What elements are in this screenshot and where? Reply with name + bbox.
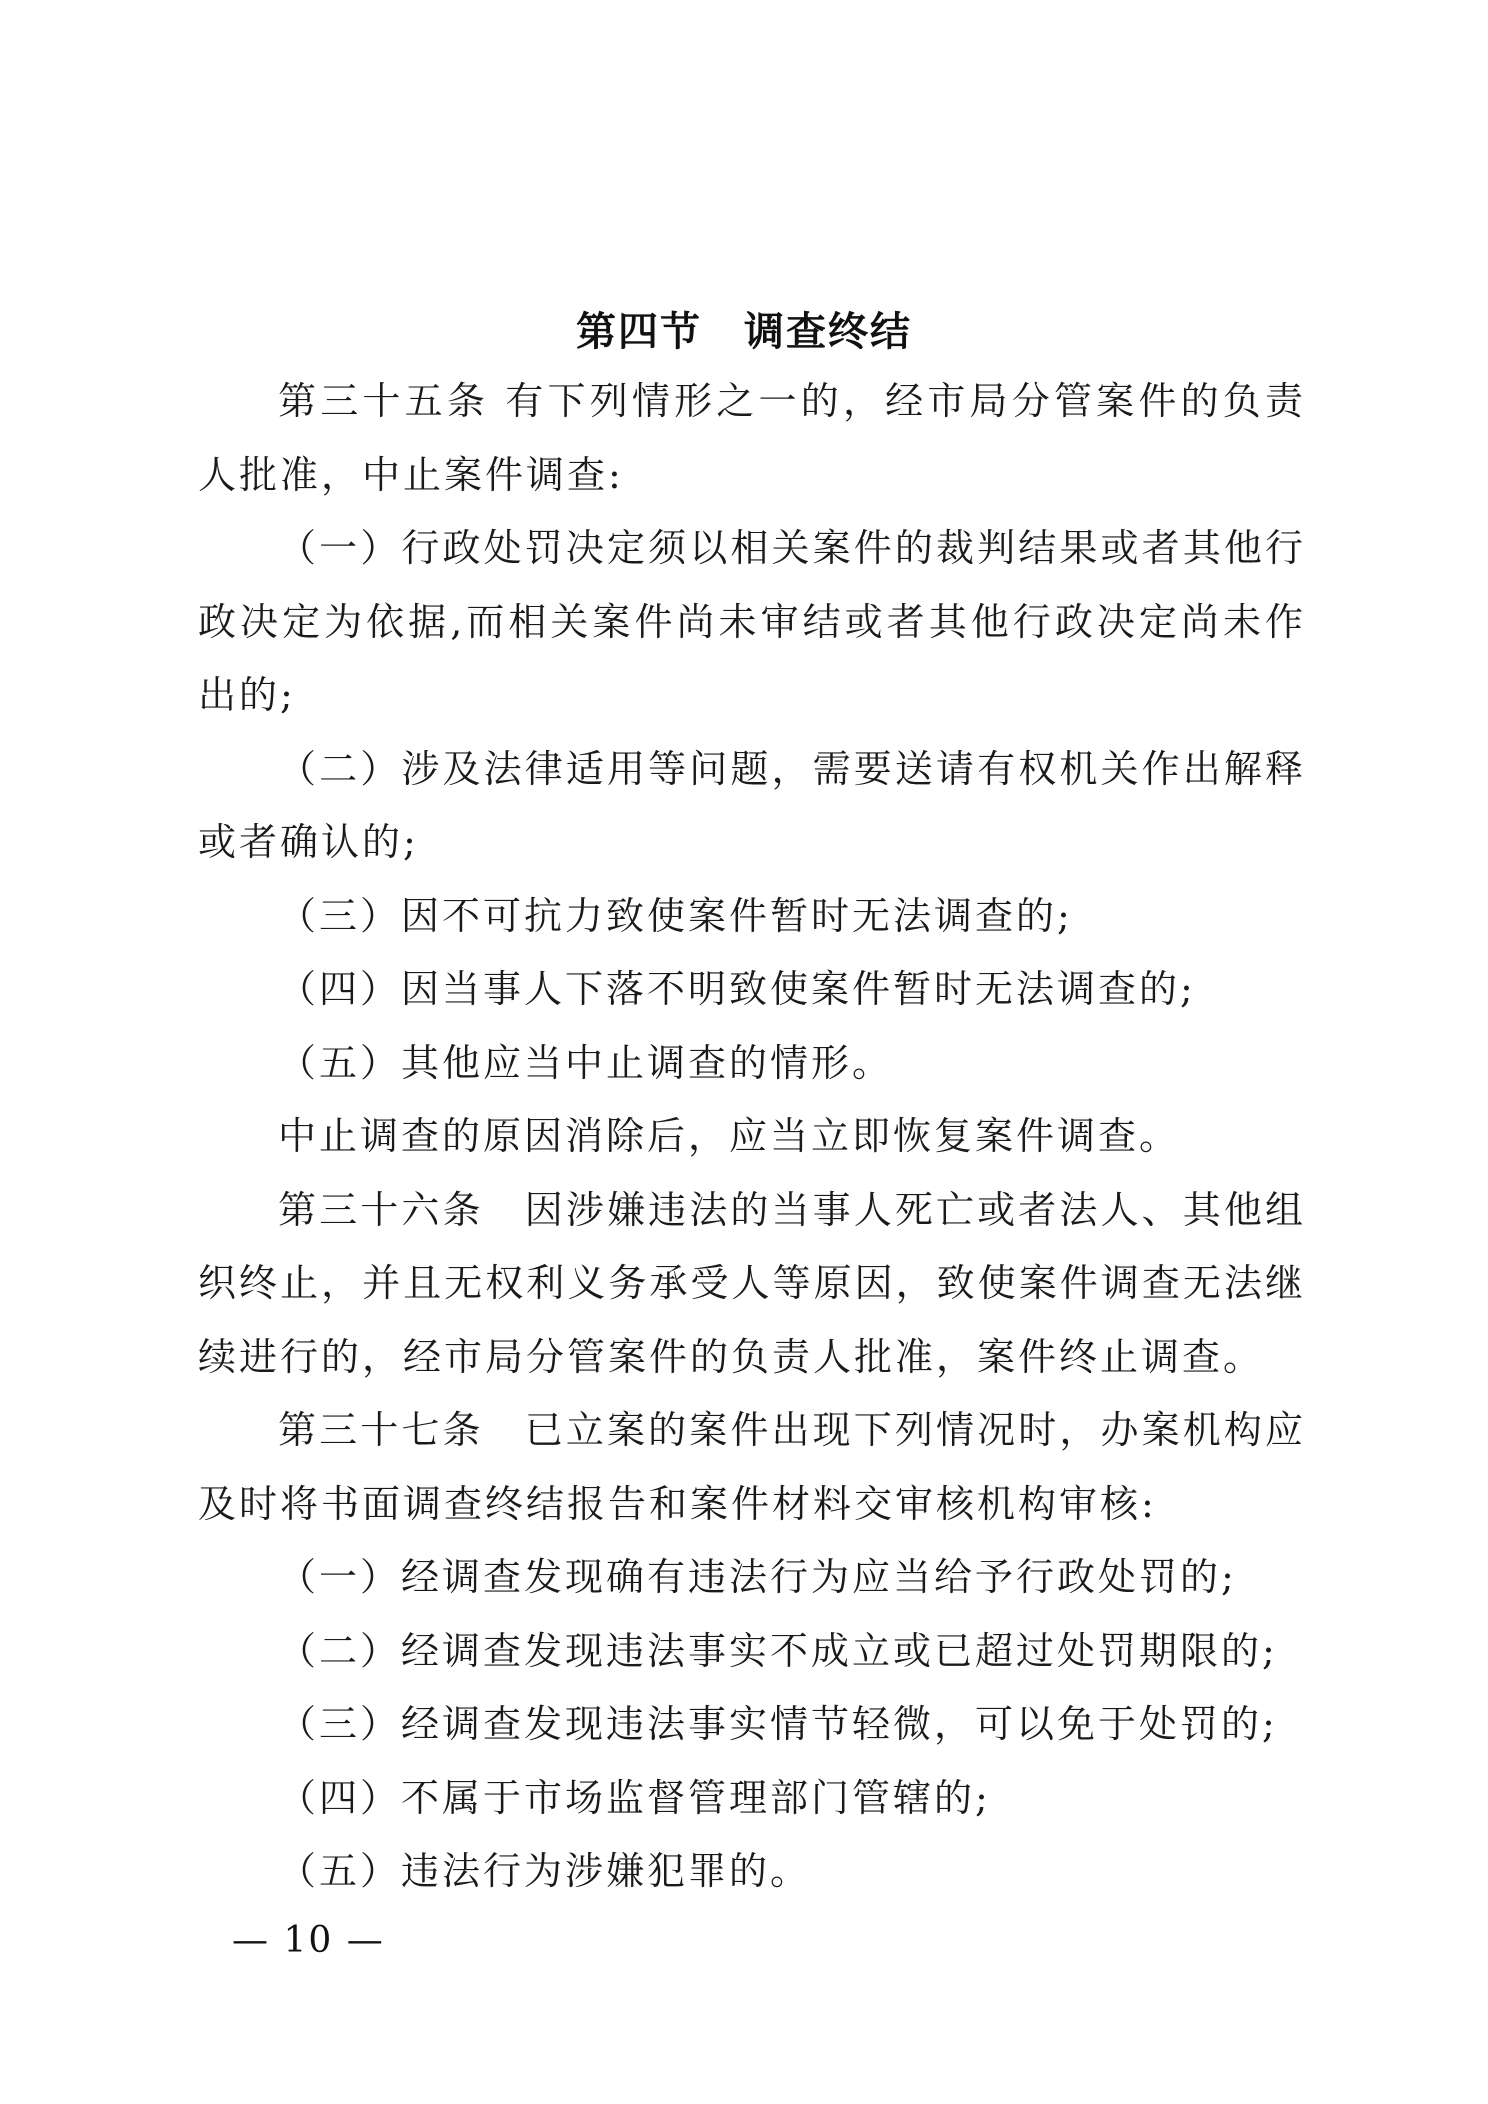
list-item: （五）其他应当中止调查的情形。 bbox=[278, 1040, 894, 1085]
list-item: （二）经调查发现违法事实不成立或已超过处罚期限的; bbox=[278, 1628, 1278, 1673]
list-item: （四）不属于市场监督管理部门管辖的; bbox=[278, 1775, 991, 1820]
list-item: （三）经调查发现违法事实情节轻微，可以免于处罚的; bbox=[278, 1702, 1278, 1746]
list-item: （二）涉及法律适用等问题，需要送请有权机关作出解释或者确认的; bbox=[198, 746, 1306, 864]
section-title: 第四节 调查终结 bbox=[576, 309, 912, 355]
body-text bbox=[198, 365, 1306, 1909]
article-37-paragraph: 第三十七条 已立案的案件出现下列情况时，办案机构应及时将书面调查终结报告和案件材料交审核机构审核: bbox=[198, 1408, 1306, 1526]
resume-investigation-paragraph: 中止调查的原因消除后，应当立即恢复案件调查。 bbox=[278, 1114, 1181, 1158]
list-item: （三）因不可抗力致使案件暂时无法调查的; bbox=[278, 893, 1073, 938]
page-number: — 10 — bbox=[232, 1920, 385, 1961]
article-35-paragraph: 第三十五条 有下列情形之一的，经市局分管案件的负责人批准，中止案件调查: bbox=[198, 379, 1306, 497]
list-item: （一）行政处罚决定须以相关案件的裁判结果或者其他行政决定为依据,而相关案件尚未审结或者其他行政决定尚未作出的; bbox=[198, 526, 1306, 717]
list-item: （四）因当事人下落不明致使案件暂时无法调查的; bbox=[278, 967, 1196, 1011]
list-item: （一）经调查发现确有违法行为应当给予行政处罚的; bbox=[278, 1555, 1237, 1599]
list-item: （五）违法行为涉嫌犯罪的。 bbox=[278, 1849, 812, 1893]
article-36-paragraph: 第三十六条 因涉嫌违法的当事人死亡或者法人、其他组织终止，并且无权利义务承受人等原因，致使案件调查无法继续进行的，经市局分管案件的负责人批准，案件终止调查。 bbox=[198, 1187, 1306, 1379]
